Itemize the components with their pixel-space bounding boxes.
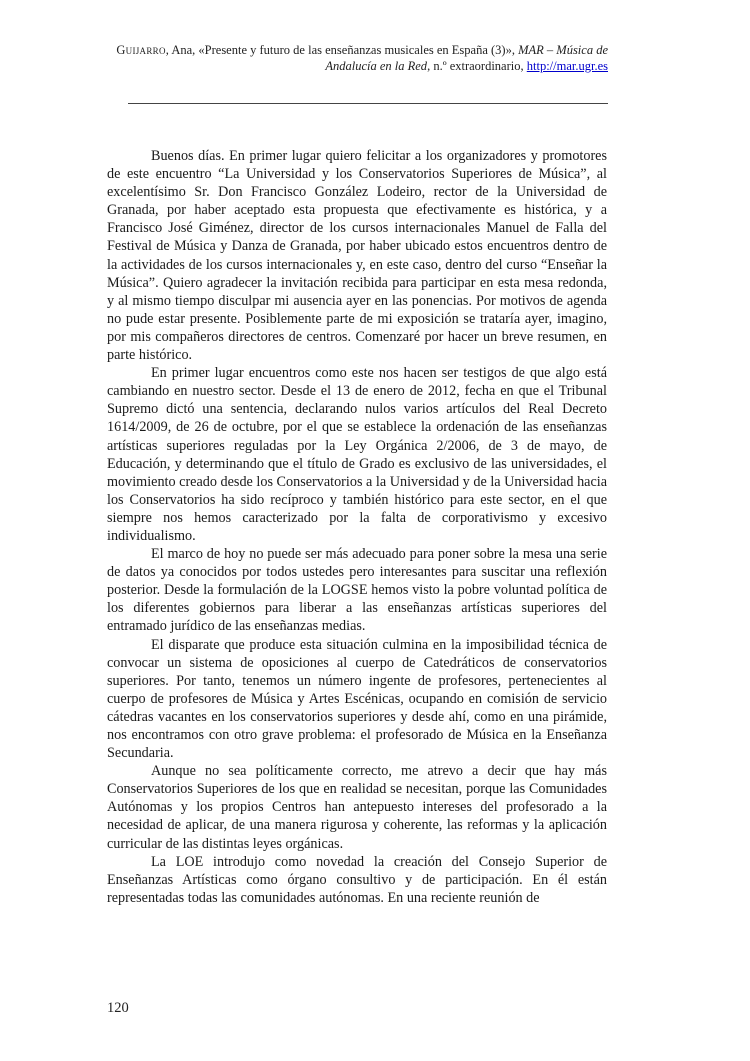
paragraph: El disparate que produce esta situación culmina en la imposibilidad técnica de convocar un sistema de oposiciones al cuerpo de Catedráticos de conservatorios superiores. Por tanto, tenemos un número ingente de profesores, pertenecientes al cuerpo de profesores de Música y Artes Escénicas, ocupando en comisión de servicio cátedras vacantes en los conservatorios superiores y desde ahí, como en una pirámide, nos encontramos con otro grave problema: el profesorado de Música en la Enseñanza Secundaria. xyxy=(107,636,607,762)
paragraph: El marco de hoy no puede ser más adecuado para poner sobre la mesa una serie de datos ya conocidos por todos ustedes pero interesantes para suscitar una reflexión posterior. Desde la formulación de la LOGSE hemos visto la pobre voluntad política de los diferentes gobiernos para liberar a las enseñanzas artísticas superiores del entramado jurídico de las enseñanzas medias. xyxy=(107,546,607,635)
paragraph: En primer lugar encuentros como este nos hacen ser testigos de que algo está cambiando en nuestro sector. Desde el 13 de enero de 2012, fecha en que el Tribunal Supremo dictó una sentencia, declarando nulos varios artículos del Real Decreto 1614/2009, de 26 de octubre, por el que se establece la ordenación de las enseñanzas artísticas superiores reguladas por la Ley Orgánica 2/2006, de 3 de mayo, de Educación, y determinando que el título de Grado es exclusivo de las universidades, el movimiento creado desde los Conservatorios a la Universidad y de la Universidad hacia los Conservatorios ha sido recíproco y también histórico para este sector, en el que siempre nos hemos caracterizado por la falta de corporativismo y excesivo individualismo. xyxy=(107,365,607,544)
paragraph: Buenos días. En primer lugar quiero felicitar a los organizadores y promotores de este encuentro “La Universidad y los Conservatorios Superiores de Música”, al excelentísimo Sr. Don Francisco González Lodeiro, rector de la Universidad de Granada, por haber aceptado esta propuesta que efectivamente es histórica, y a Francisco José Giménez, director de los cursos internacionales Manuel de Falla del Festival de Música y Danza de Granada, por haber ubicado estos encuentros dentro de la actividades de los cursos internacionales y, en este caso, dentro del curso “Enseñar la Música”. Quiero agradecer la invitación recibida para participar en esta mesa redonda, y al mismo tiempo disculpar mi ausencia ayer en las ponencias. Por motivos de agenda no pude estar presente. Posiblemente parte de mi exposición se trataría ayer, imagino, por mis compañeros directores de centros. Comenzaré por hacer un breve resumen, en parte histórico. xyxy=(107,148,607,364)
header-journal: MAR – Música de Andalucía en la Red xyxy=(325,43,608,73)
paragraph: La LOE introdujo como novedad la creación del Consejo Superior de Enseñanzas Artísticas como órgano consultivo y de participación. En él están representadas todas las comunidades autónomas. En una reciente reunión de xyxy=(107,853,607,906)
header-citation-pre: , Ana, «Presente y futuro de las enseñanzas musicales en España (3)», xyxy=(165,43,519,57)
header-author: Guijarro xyxy=(116,43,166,57)
paragraph: Aunque no sea políticamente correcto, me atrevo a decir que hay más Conservatorios Superiores de los que en realidad se necesitan, porque las Comunidades Autónomas y los propios Centros han antepuesto intereses del profesorado a la necesidad de aplicar, de una manera rigurosa y coherente, las reformas y la aplicación curricular de las distintas leyes orgánicas. xyxy=(107,763,607,852)
header-rule xyxy=(128,103,608,104)
header-url-link[interactable]: http://mar.ugr.es xyxy=(526,59,608,73)
body-text xyxy=(107,147,607,907)
page-number: 120 xyxy=(107,1000,129,1016)
header-citation-post: , n.º extraordinario, xyxy=(427,59,527,73)
running-header xyxy=(100,42,608,74)
